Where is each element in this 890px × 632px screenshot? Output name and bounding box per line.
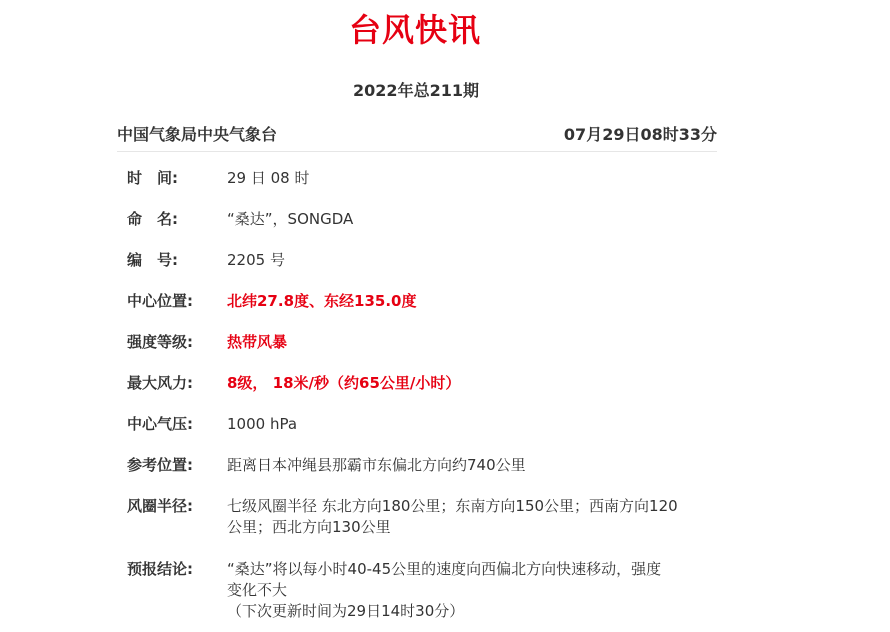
field-value-name: “桑达”，SONGDA bbox=[227, 210, 354, 228]
publish-time: 07月29日08时33分 bbox=[563, 125, 717, 144]
field-value-max-wind: 8级， 18米/秒（约65公里/小时） bbox=[227, 374, 461, 392]
field-value-intensity: 热带风暴 bbox=[227, 333, 288, 351]
field-label-wind-radius: 风圈半径: bbox=[127, 497, 193, 515]
field-value-forecast bbox=[227, 559, 707, 622]
field-label-reference-position: 参考位置: bbox=[127, 456, 193, 474]
field-label-forecast: 预报结论: bbox=[127, 560, 193, 578]
issuing-agency: 中国气象局中央气象台 bbox=[117, 125, 278, 144]
field-value-reference-position: 距离日本冲绳县那霸市东偏北方向约740公里 bbox=[227, 456, 526, 474]
field-value-pressure: 1000 hPa bbox=[227, 415, 298, 433]
bulletin-header bbox=[117, 123, 717, 147]
field-label-max-wind: 最大风力: bbox=[127, 374, 193, 392]
field-label-time: 时 间: bbox=[127, 169, 178, 187]
field-value-number: 2205 号 bbox=[227, 251, 285, 269]
field-label-number: 编 号: bbox=[127, 251, 178, 269]
field-label-center-position: 中心位置: bbox=[127, 292, 193, 310]
field-value-center-position: 北纬27.8度、东经135.0度 bbox=[227, 292, 417, 310]
forecast-line-1: “桑达”将以每小时40-45公里的速度向西偏北方向快速移动，强度 bbox=[227, 560, 662, 578]
field-value-wind-radius bbox=[227, 496, 707, 538]
field-value-time: 29 日 08 时 bbox=[227, 169, 310, 187]
bulletin-title: 台风快讯 bbox=[348, 11, 481, 49]
field-label-intensity: 强度等级: bbox=[127, 333, 193, 351]
forecast-line-2: 变化不大 bbox=[227, 581, 288, 599]
field-label-pressure: 中心气压: bbox=[127, 415, 193, 433]
issue-number: 2022年总211期 bbox=[353, 81, 479, 100]
wind-radius-line-2: 公里；西北方向130公里 bbox=[227, 518, 391, 536]
header-divider bbox=[117, 151, 717, 152]
field-label-name: 命 名: bbox=[127, 210, 178, 228]
wind-radius-line-1: 七级风圈半径 东北方向180公里；东南方向150公里；西南方向120 bbox=[227, 497, 678, 515]
forecast-line-3: （下次更新时间为29日14时30分） bbox=[227, 602, 465, 620]
